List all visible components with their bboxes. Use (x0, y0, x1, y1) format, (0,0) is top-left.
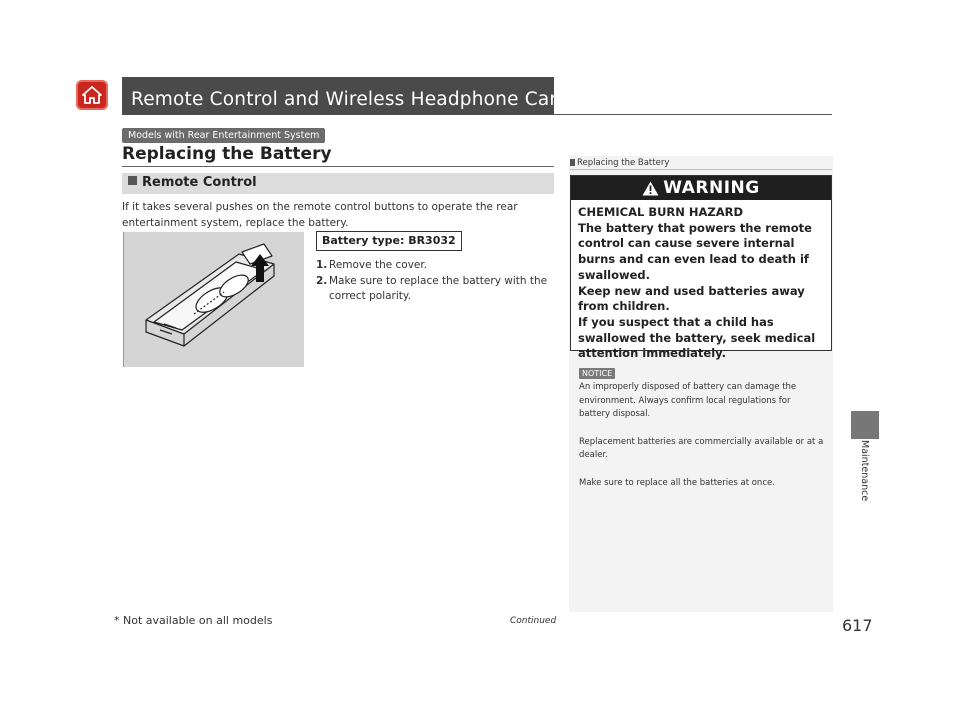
note-paragraph: Make sure to replace all the batteries at once. (579, 477, 775, 488)
footnote-mark: * (570, 86, 577, 99)
note-marker-icon (570, 159, 575, 166)
remote-control-illustration (123, 232, 304, 367)
warning-line: If you suspect that a child has swallowed the battery, seek medical attention immediately. (578, 314, 816, 361)
continued-label: Continued (510, 616, 557, 626)
subsection-title: Remote Control (128, 175, 257, 190)
notice-badge: NOTICE (579, 368, 615, 379)
footnote: * Not available on all models (114, 614, 273, 627)
warning-triangle-icon (642, 181, 659, 196)
battery-type-box: Battery type: BR3032 (316, 231, 462, 251)
title-rule (554, 114, 832, 115)
note-paragraph: Replacement batteries are commercially available or at a dealer. (579, 436, 824, 460)
notes (579, 381, 824, 504)
model-tag: Models with Rear Entertainment System (122, 128, 325, 143)
section-rule (122, 166, 554, 167)
note-paragraph: An improperly disposed of battery can damage the environment. Always confirm local regulations for battery disposal. (579, 382, 797, 419)
list-item: 2. Make sure to replace the battery with the correct polarity. (316, 274, 548, 302)
section-title: Replacing the Battery (122, 144, 332, 164)
warning-text (578, 205, 830, 362)
home-icon (81, 85, 103, 105)
steps-list (316, 258, 556, 305)
warning-line: The battery that powers the remote control can cause severe internal burns and can even lead to death if swallowed. (578, 220, 812, 282)
list-item: 1. Remove the cover. (316, 259, 428, 271)
side-note-heading: Replacing the Battery (570, 158, 669, 168)
warning-header: WARNING (571, 176, 831, 200)
chapter-tab[interactable] (851, 411, 879, 439)
square-bullet-icon (128, 176, 137, 185)
intro-paragraph: If it takes several pushes on the remote control buttons to operate the rear entertainment system, replace the battery. (122, 201, 518, 229)
page-number: 617 (842, 616, 873, 635)
side-note-rule (570, 169, 832, 170)
warning-line: Keep new and used batteries away from children. (578, 283, 805, 314)
chapter-tab-label: Maintenance (859, 440, 870, 502)
home-button[interactable] (76, 80, 108, 110)
page-title: Remote Control and Wireless Headphone Care * (131, 86, 577, 111)
warning-line: CHEMICAL BURN HAZARD (578, 205, 744, 219)
